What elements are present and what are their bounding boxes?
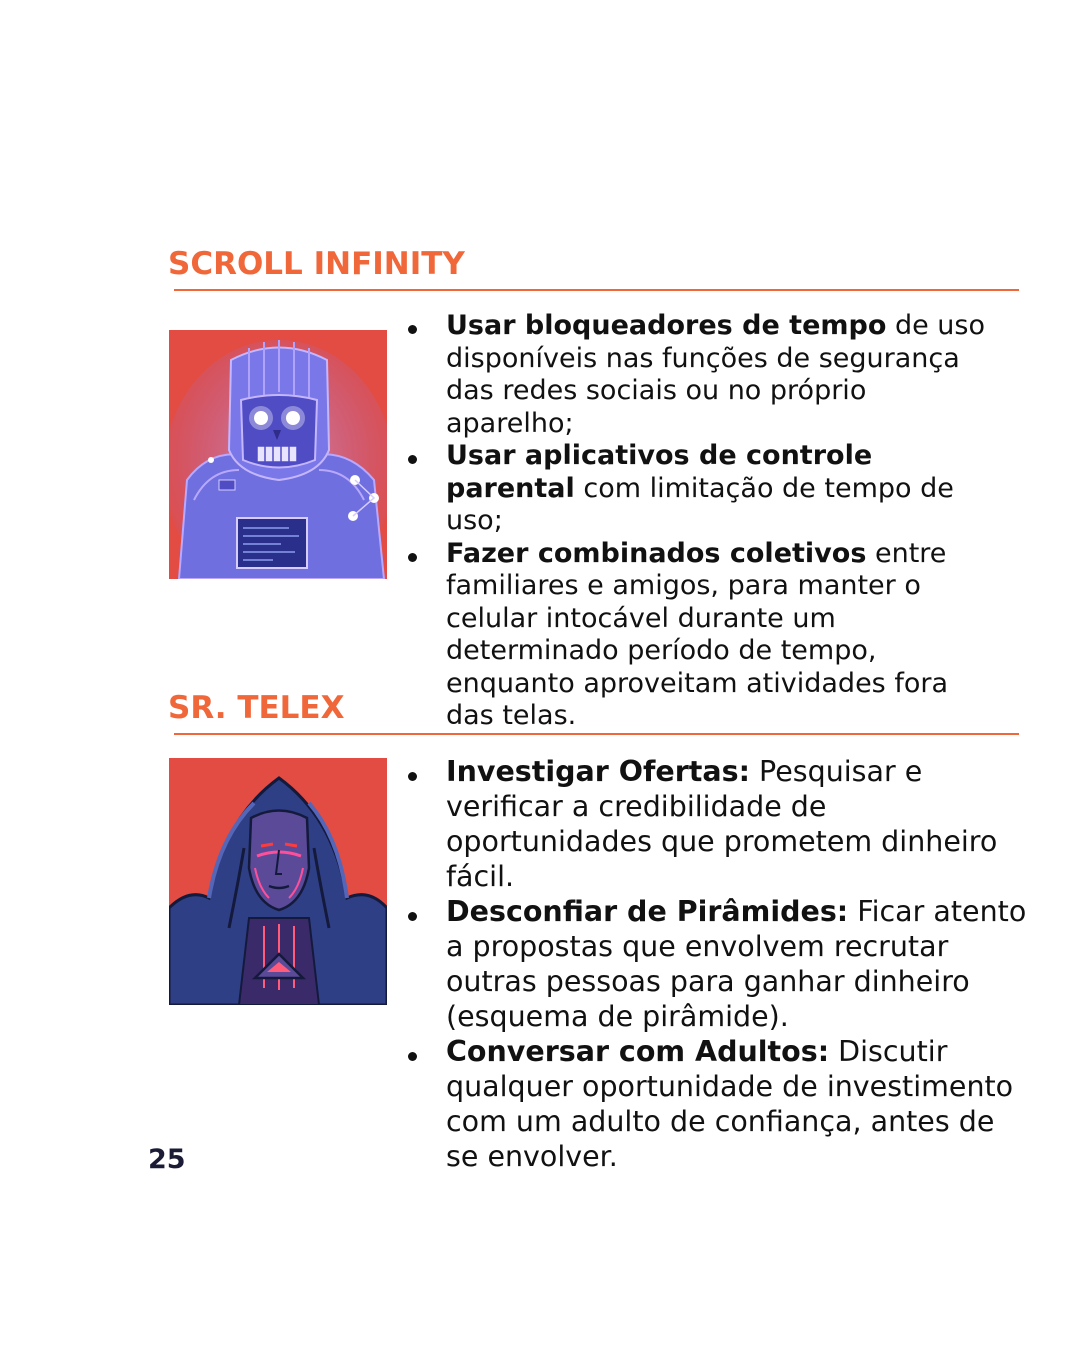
scroll-infinity-robot-illustration bbox=[169, 330, 387, 579]
list-item bbox=[408, 310, 998, 440]
bullet-dot bbox=[408, 1052, 417, 1061]
tip-text: Discutir qualquer oportunidade de investimento com um adulto de confiança, antes de se envolver. bbox=[446, 1035, 1014, 1173]
list-item bbox=[408, 894, 1033, 1034]
tip-lead: Usar bloqueadores de tempo bbox=[446, 310, 887, 341]
tip-lead: Conversar com Adultos: bbox=[446, 1035, 830, 1068]
bullet-dot bbox=[408, 553, 417, 562]
list-item bbox=[408, 538, 998, 733]
bullet-dot bbox=[408, 325, 417, 334]
scroll-infinity-tips bbox=[408, 310, 998, 733]
tip-lead: Investigar Ofertas: bbox=[446, 755, 750, 788]
tip-text: Ficar atento a propostas que envolvem recrutar outras pessoas para ganhar dinheiro (esquema de pirâmide). bbox=[446, 895, 1027, 1033]
page-number: 25 bbox=[148, 1144, 186, 1175]
tip-lead: Desconfiar de Pirâmides: bbox=[446, 895, 849, 928]
list-item bbox=[408, 754, 1033, 894]
section-divider bbox=[174, 733, 1019, 735]
list-item bbox=[408, 1034, 1033, 1174]
list-item bbox=[408, 440, 998, 538]
tip-text: de uso disponíveis nas funções de segurança das redes sociais ou no próprio aparelho; bbox=[446, 310, 986, 439]
section-divider bbox=[174, 289, 1019, 291]
section-title-sr-telex: SR. TELEX bbox=[168, 690, 345, 726]
sr-telex-hooded-figure-illustration bbox=[169, 758, 387, 1005]
tip-text: entre familiares e amigos, para manter o celular intocável durante um determinado período de tempo, enquanto aproveitam atividades fora das telas. bbox=[446, 537, 949, 731]
bullet-dot bbox=[408, 455, 417, 464]
sr-telex-tips bbox=[408, 754, 1033, 1174]
tip-lead: Fazer combinados coletivos bbox=[446, 537, 867, 569]
section-title-scroll-infinity: SCROLL INFINITY bbox=[168, 246, 465, 282]
tip-text: com limitação de tempo de uso; bbox=[446, 472, 954, 536]
tip-lead: Usar aplicativos de controle parental bbox=[446, 440, 873, 504]
bullet-dot bbox=[408, 912, 417, 921]
bullet-dot bbox=[408, 772, 417, 781]
tip-text: Pesquisar e verificar a credibilidade de oportunidades que prometem dinheiro fácil. bbox=[446, 755, 998, 893]
